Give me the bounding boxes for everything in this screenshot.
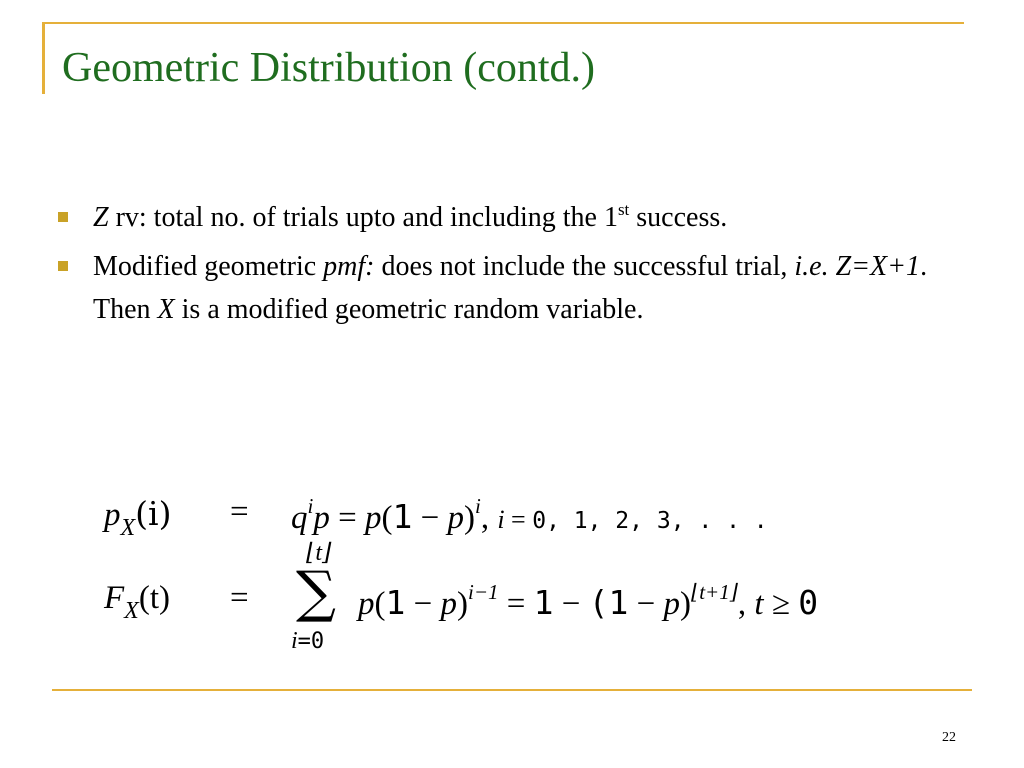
summation-sigma: ∑ [296,560,336,625]
cdf-p-inner-2: p [663,586,681,622]
pmf-paren-open: ( [381,500,393,536]
bullet-2-text-a: Modified geometric [93,251,324,282]
pmf-rhs [291,494,768,537]
cdf-lhs-f: F [104,580,125,616]
pmf-lhs-arg-text: (i) [135,494,172,533]
cdf-paren-open: ( [374,586,386,622]
cdf-domain-t: t [754,586,764,622]
pmf-p-inner: p [447,500,464,536]
pmf-minus: − [412,500,448,536]
pmf-lhs-arg [135,494,171,533]
pmf-paren-close: ) [463,500,475,536]
bullet-1-text: rv: total no. of trials upto and including the 1 [108,202,618,233]
cdf-paren-close-2: ) [680,586,692,622]
cdf-lhs-arg: (t) [138,580,170,616]
square-bullet-icon [58,261,68,271]
bullet-item-2 [55,245,985,331]
bullet-list [55,196,985,337]
bullet-2-ie: i.e. [794,251,829,282]
bullet-2-text-b: does not include the successful trial, [374,251,795,282]
pmf-lhs [104,494,171,542]
slide-title: Geometric Distribution (contd.) [62,45,596,91]
cdf-domain-zero: 0 [798,583,819,622]
cdf-lhs [104,580,170,625]
bullet-1-text-end: success. [629,202,728,233]
pmf-one: 1 [392,497,413,536]
bullet-2-x-variable: X [157,294,175,325]
pmf-p: p [313,500,330,536]
cdf-exponent-floor: ⌊t+1⌋ [691,580,738,604]
cdf-one: 1 [385,583,406,622]
cdf-paren-close: ) [457,586,468,622]
cdf-minus-2: − [553,586,589,622]
pmf-equals: = [230,494,249,530]
pmf-p-factor: p [364,500,382,536]
bullet-1-z-variable: Z [93,202,109,233]
page-number: 22 [942,730,956,745]
footer-divider [52,689,972,691]
pmf-lhs-subscript: X [120,515,136,541]
cdf-paren-open-2: ( [588,583,609,622]
square-bullet-icon [58,212,68,222]
cdf-minus-3: − [628,586,664,622]
pmf-exponent-i: i [474,494,481,518]
sum-lower-limit [291,628,324,655]
sum-lower-eq0: =0 [297,629,325,654]
title-accent-vertical-rule [42,22,45,94]
bullet-item-1 [55,196,985,239]
cdf-comma: , [737,586,747,622]
bullet-2-pmf: pmf: [323,251,375,282]
title-accent-horizontal-rule [42,22,964,24]
cdf-p-inner: p [440,586,457,622]
pmf-equals-2: = [338,500,357,536]
cdf-exponent: i−1 [468,580,499,604]
bullet-2-relation: Z=X+1 [835,251,921,282]
pmf-domain-equals: = [504,505,533,534]
pmf-domain [497,505,767,534]
cdf-one-2: 1 [533,583,554,622]
cdf-domain-geq: ≥ [763,586,799,622]
pmf-domain-sequence: 0, 1, 2, 3, . . . [532,508,768,534]
cdf-equals-2: = [506,586,526,622]
cdf-equals: = [230,580,249,616]
bullet-1-superscript: st [617,200,630,219]
cdf-p-factor: p [358,586,375,622]
pmf-comma: , [480,500,490,536]
pmf-q-exponent: i [307,494,314,518]
cdf-lhs-subscript: X [124,598,139,624]
cdf-one-3: 1 [608,583,629,622]
sum-upper-limit-text: ⌊t⌋ [306,540,332,566]
cdf-rhs [358,580,818,623]
sum-lower-i: i [291,628,298,654]
bullet-2-text-c: . Then [93,251,928,325]
pmf-lhs-p: p [104,497,121,533]
bullet-2-space [829,251,836,282]
pmf-domain-i: i [497,505,505,534]
bullet-2-text-d: is a modified geometric random variable. [174,294,644,325]
cdf-minus: − [405,586,441,622]
pmf-q: q [291,500,308,536]
